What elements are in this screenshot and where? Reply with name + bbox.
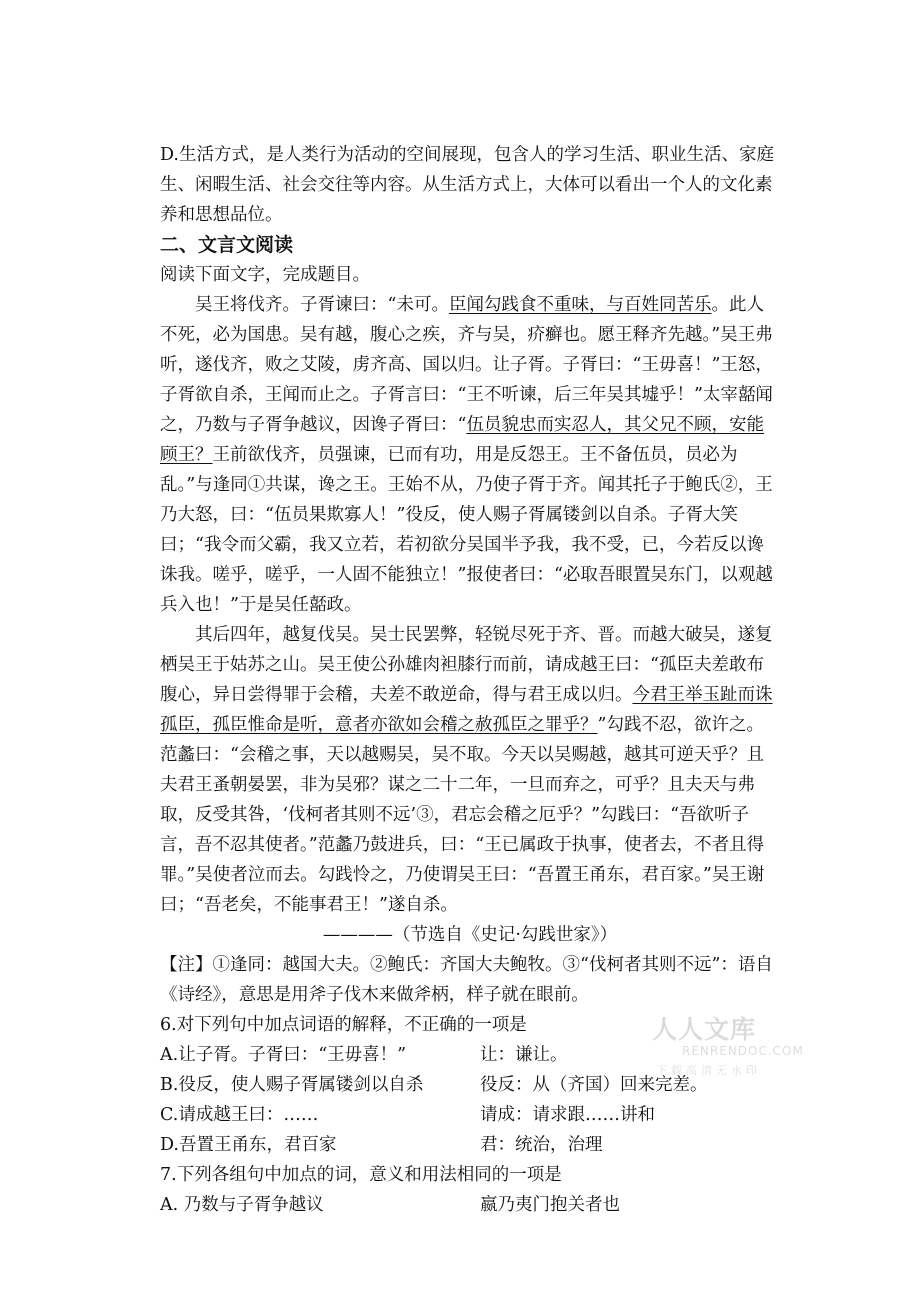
option-sentence: A.让子胥。子胥曰：“王毋喜！” [160, 1045, 407, 1065]
passage-source: ————（节选自《史记·勾践世家》） [322, 925, 618, 945]
option-sentence: B.役反，使人赐子胥属镂剑以自杀 [160, 1075, 424, 1095]
instruction-text: 阅读下面文字，完成题目。 [160, 265, 370, 285]
option-gloss: 请成：请求跟……讲和 [480, 1105, 655, 1125]
watermark-title: 人人文库 [652, 1015, 757, 1044]
option-sentence: D.吾置王甬东，君百家 [160, 1135, 337, 1155]
option-sentence: A. 乃数与子胥争越议 [160, 1195, 324, 1215]
option-gloss: 嬴乃夷门抱关者也 [480, 1195, 620, 1215]
passage-text: 王前欲伐齐，员强谏，已而有功，用是反怨王。王不备伍员，员必为乱。”与逢同①共谋，谗之王。王始不从，乃使子胥于齐。闻其托子于鲍氏②，王乃大怒，曰：“伍员果欺寡人！”役反，使人赐子胥属镂剑以自杀。子胥大笑曰；“我令而父霸，我又立若，若初欲分吴国半予我，我不受，已，今若反以谗诛我。嗟乎，嗟乎，一人固不能独立！”报使者曰：“必取吾眼置吴东门，以观越兵入也！”于是吴任嚭政。 [160, 445, 773, 615]
underlined-sentence: 臣闻勾践食不重味，与百姓同苦乐 [448, 295, 712, 315]
watermark-subtitle: 下载高清无水印 [656, 1064, 761, 1077]
passage-text: 吴王将伐齐。子胥谏曰：“未可。 [195, 295, 449, 315]
watermark-logo [612, 1010, 804, 1080]
option-gloss: 役反：从（齐国）回来完差。 [480, 1075, 708, 1095]
underlined-sentence: 伍员貌忠而实忍人，其父兄不顾，安能顾王？ [160, 415, 764, 465]
section-heading: 二、文言文阅读 [160, 234, 294, 256]
passage-text: 。此人不死，必为国患。吴有越，腹心之疾，齐与吴，疥癣也。愿王释齐先越。”吴王弗听，遂伐齐，败之艾陵，虏齐高、国以归。让子胥。子胥曰：“王毋喜！”王怒，子胥欲自杀，王闻而止之。子胥言曰：“王不听谏，后三年吴其墟乎！”太宰嚭闻之，乃数与子胥争越议，因谗子胥曰：“ [160, 295, 773, 435]
footnotes: 【注】①逢同：越国大夫。②鲍氏：齐国大夫鲍牧。③“伐柯者其则不远”：语自《诗经》，意思是用斧子伐木来做斧柄，样子就在眼前。 [160, 955, 773, 1005]
watermark-domain: RENRENDOC.COM [682, 1044, 804, 1058]
question-6-option [160, 1100, 780, 1130]
passage-paragraph-1 [160, 290, 780, 620]
passage-text: 其后四年，越复伐吴。吴士民罢弊，轻锐尽死于齐、晋。而越大破吴，遂复栖吴王于姑苏之山。吴王使公孙雄肉袒膝行而前，请成越王曰：“孤臣夫差敢布腹心，异日尝得罪于会稽，夫差不敢逆命，得与君王成以归。 [160, 625, 773, 705]
underlined-sentence: 今君王举玉趾而诛孤臣，孤臣惟命是听，意者亦欲如会稽之赦孤臣之罪乎？ [160, 685, 773, 735]
passage-text: ”勾践不忍，欲许之。范蠡曰：“会稽之事，天以越赐吴，吴不取。今天以吴赐越，越其可逆天乎？且夫君王蚤朝晏罢，非为吴邪？谋之二十二年，一旦而弃之，可乎？且夫天与弗取，反受其咎，‘伐柯者其则不远’③，君忘会稽之厄乎？”勾践曰：“吾欲听子言，吾不忍其使者。”范蠡乃鼓进兵，曰：“王已属政于执事，使者去，不者且得罪。”吴使者泣而去。勾践怜之，乃使谓吴王曰：“吾置王甬东，君百家。”吴王谢曰；“吾老矣，不能事君王！”遂自杀。 [160, 715, 765, 915]
option-gloss: 君：统治，治理 [480, 1135, 603, 1155]
question-6-option [160, 1130, 780, 1160]
option-gloss: 让：谦让。 [480, 1045, 568, 1065]
question-6-stem: 6.对下列句中加点词语的解释，不正确的一项是 [160, 1015, 527, 1035]
option-sentence: C.请成越王曰：…… [160, 1105, 319, 1125]
passage-paragraph-2 [160, 620, 780, 920]
question-7-option [160, 1190, 780, 1220]
option-d-text: D.生活方式，是人类行为活动的空间展现，包含人的学习生活、职业生活、家庭生、闲暇生活、社会交往等内容。从生活方式上，大体可以看出一个人的文化素养和思想品位。 [160, 145, 774, 225]
question-7-stem: 7.下列各组句中加点的词，意义和用法相同的一项是 [160, 1165, 562, 1185]
